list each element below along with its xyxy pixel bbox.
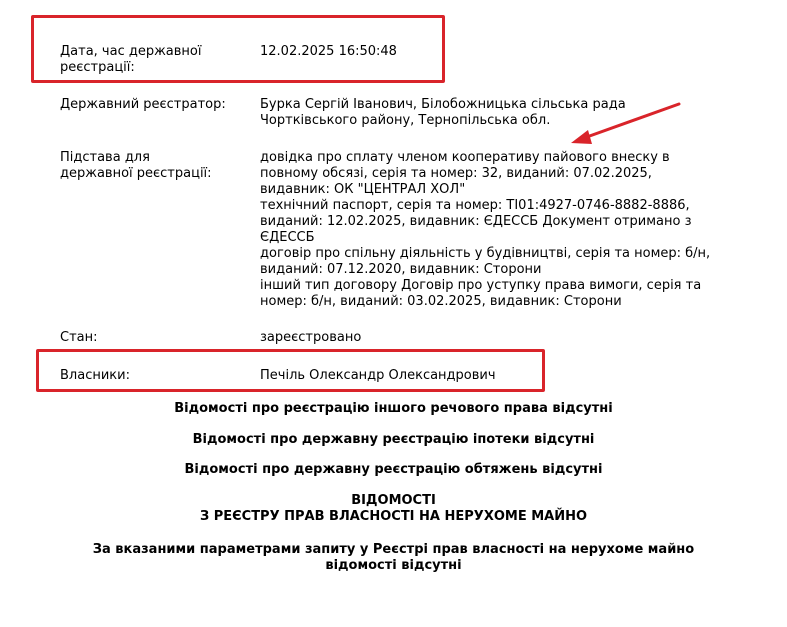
owners-label: Власники: — [60, 368, 130, 383]
owners-value: Печіль Олександр Олександрович — [260, 368, 496, 383]
registration-datetime-value: 12.02.2025 16:50:48 — [260, 44, 397, 59]
registration-basis-value: довідка про сплату членом кооперативу пайового внеску в повному обсязі, серія та номер: 32, виданий: 07.02.2025, видавник: ОК "ЦЕНТРАЛ ХОЛ" технічний паспорт, серія та номер: ТІ01:4927-0746-8882-8886, виданий: 12.02.2025, видавник: ЄДЕССБ Документ отримано з ЄДЕССБ договір про спільну діяльність у будівництві, серія та номер: б/н, виданий: 07.12.2020, видавник: Сторони інший тип договору Договір про уступку права вимоги, серія та номер: б/н, виданий: 03.02.2025, видавник: Сторони — [260, 150, 711, 309]
absence-note: За вказаними параметрами запиту у Реєстрі прав власності на нерухоме майно відомості відсутні — [92, 542, 695, 573]
status-value: зареєстровано — [260, 330, 362, 345]
ownership-register-section-title: ВІДОМОСТІ З РЕЄСТРУ ПРАВ ВЛАСНОСТІ НА НЕРУХОМЕ МАЙНО — [199, 493, 588, 524]
registration-datetime-label: Дата, час державної реєстрації: — [60, 44, 202, 75]
other-rights-note: Відомості про реєстрацію іншого речового права відсутні — [174, 401, 613, 416]
encumbrances-note: Відомості про державну реєстрацію обтяжень відсутні — [184, 462, 603, 477]
registrar-value: Бурка Сергій Іванович, Білобожницька сільська рада Чортківського району, Тернопільська обл. — [260, 97, 626, 128]
registrar-label: Державний реєстратор: — [60, 97, 226, 112]
mortgage-note: Відомості про державну реєстрацію іпотеки відсутні — [192, 432, 595, 447]
status-label: Стан: — [60, 330, 98, 345]
registration-basis-label: Підстава для державної реєстрації: — [60, 150, 212, 181]
